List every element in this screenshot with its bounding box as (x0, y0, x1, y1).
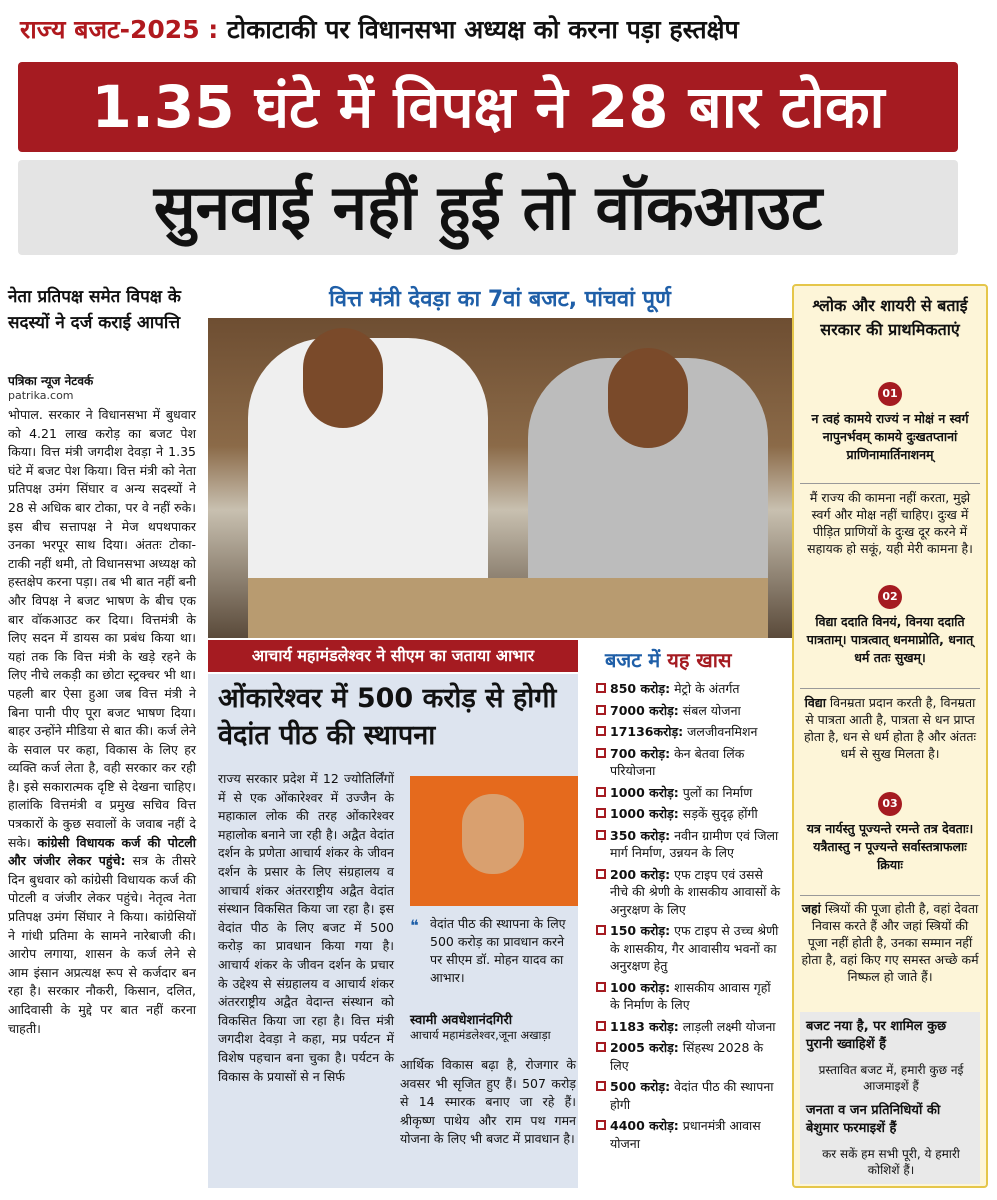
shloka-number-1: 01 (878, 382, 902, 406)
shayari-head-2: जनता व जन प्रतिनिधियों की बेशुमार फरमाइशें हैं (806, 1103, 941, 1136)
quote-icon: ❝ (410, 916, 419, 935)
checkbox-icon (596, 925, 606, 935)
budget-amount: 150 करोड़: (610, 923, 671, 938)
budget-item (596, 1078, 784, 1113)
budget-desc: पुलों का निर्माण (682, 784, 753, 800)
checkbox-icon (596, 1042, 606, 1052)
left-subheading: कांग्रेसी विधायक कर्ज की पोटली और जंजीर लेकर पहुंचे: (8, 834, 196, 869)
acharya-headline: ओंकारेश्वर में 500 करोड़ से होगी वेदांत पीठ की स्थापना (218, 683, 557, 751)
budget-amount: 350 करोड़: (610, 827, 671, 843)
swami-quote (410, 915, 578, 987)
budget-amount: 2005 करोड़: (610, 1040, 679, 1055)
budget-item (596, 702, 784, 720)
meaning-lead-2: विद्या (804, 695, 826, 710)
budget-desc: एफ टाइप एवं उससे नीचे की श्रेणी के शासकीय आवासों के अनुरक्षण के लिए (610, 866, 781, 917)
swami-face (462, 794, 524, 874)
budget-item (596, 1018, 784, 1036)
budget-amount: 7000 करोड़: (610, 702, 679, 718)
shloka-meaning-1: मैं राज्य की कामना नहीं करता, मुझे स्वर्ग और मोक्ष नहीं चाहिए। दुःख में पीड़ित प्राणियों के दुःख दूर करने में सहायक हो सकूं, यही मेरी कामना है। (807, 490, 973, 556)
budget-desc: एफ टाइप से उच्च श्रेणी के शासकीय, गैर आवासीय भवनों का अनुरक्षण हेतु (610, 923, 779, 973)
shloka-meaning-3 (800, 900, 980, 985)
budget-amount: 1000 करोड़: (610, 806, 679, 821)
budget-amount: 500 करोड़: (610, 1079, 671, 1094)
checkbox-icon (596, 830, 606, 840)
shayari-body-1: प्रस्तावित बजट में, हमारी कुछ नई आजमाइशें हैं (818, 1063, 964, 1093)
kicker-text: टोकाटाकी पर विधानसभा अध्यक्ष को करना पड़ा हस्तक्षेप (227, 15, 739, 44)
budget-title-a: बजट में (605, 648, 661, 672)
budget-amount: 200 करोड़: (610, 866, 671, 882)
dais (248, 578, 768, 638)
shloka-verse-2: विद्या ददाति विनयं, विनया ददाति पात्रताम्। पात्रत्वात् धनमाप्नोति, धनात् धर्म ततः सुखम्। (806, 614, 974, 665)
budget-item (596, 805, 784, 823)
shloka-title: श्लोक और शायरी से बताई सरकार की प्राथमिकताएं (812, 296, 968, 339)
budget-item (596, 784, 784, 802)
budget-title (605, 646, 731, 673)
shayari-body-2: कर सकें हम सभी पूरी, ये हमारी कोशिशें हैं। (822, 1147, 960, 1177)
budget-desc: सड़कें सुदृढ़ होंगी (682, 806, 758, 821)
budget-desc: केन बेतवा लिंक परियोजना (610, 745, 745, 778)
budget-amount: 1000 करोड़: (610, 784, 679, 800)
subheadline: वित्त मंत्री देवड़ा का 7वां बजट, पांचवां पूर्ण (329, 287, 671, 312)
budget-desc: वेदांत पीठ की स्थापना होगी (610, 1079, 774, 1112)
checkbox-icon (596, 726, 606, 736)
checkbox-icon (596, 808, 606, 818)
shloka-meaning-2 (800, 694, 980, 762)
budget-desc: संबल योजना (682, 702, 741, 718)
budget-amount: 1183 करोड़: (610, 1018, 679, 1034)
checkbox-icon (596, 1021, 606, 1031)
minister-head (303, 328, 383, 428)
budget-desc: नवीन ग्रामीण एवं जिला मार्ग निर्माण, उन्नयन के लिए (610, 827, 779, 860)
quote-name: स्वामी अवधेशानंदगिरी (410, 1013, 513, 1028)
budget-title-b: यह खास (667, 648, 732, 672)
budget-desc: प्रधानमंत्री आवास योजना (610, 1118, 761, 1151)
shloka-verse-1: न त्वहं कामये राज्यं न मोक्षं न स्वर्ग नापुनर्भवम् कामये दुःखतप्तानां प्राणिनामार्तिनाशनम् (811, 411, 969, 462)
quote-role: आचार्य महामंडलेश्वर,जूना अखाड़ा (410, 1028, 551, 1042)
shloka-number-2: 02 (878, 585, 902, 609)
budget-amount: 100 करोड़: (610, 979, 671, 995)
budget-item (596, 723, 784, 741)
swami-photo (410, 776, 578, 906)
budget-item (596, 1117, 784, 1152)
checkbox-icon (596, 1081, 606, 1091)
checkbox-icon (596, 683, 606, 693)
shloka-verse-3: यत्र नार्यस्तु पूज्यन्ते रमन्ते तत्र देवताः। यत्रैतास्तु न पूज्यन्ते सर्वास्तत्राफलाः क्रियाः (806, 821, 974, 872)
kicker-tag: राज्य बजट-2025 : (20, 15, 219, 44)
divider (800, 688, 980, 689)
acharya-body: राज्य सरकार प्रदेश में 12 ज्योतिर्लिंगों में से एक ओंकारेश्वर में उज्जैन के महाकाल लोक की तरह ओंकारेश्वर महालोक बनाने जा रही है। अद्वैत वेदांत दर्शन के प्रणेता आचार्य शंकर के जीवन दर्शन के प्रसार के लिए संग्रहालय व आचार्य शंकर अंतरराष्ट्रीय अद्वैत वेदांत संस्थान विकसित किया जा रहा है। इस वेदांत पीठ के लिए बजट में 500 करोड़ का प्रावधान किया गया है। आचार्य शंकर के जीवन दर्शन के प्रचार के उद्देश्य से संग्रहालय व आचार्य शंकर अंतरराष्ट्रीय अद्वैत वेदान्त संस्थान को विकसित किया जा रहा है। वित्त मंत्री जगदीश देवड़ा ने कहा, मप्र पर्यटन में विशेष पहचान बना चुका है। पर्यटन के विकास के प्रयासों से न सिर्फ (218, 771, 394, 1084)
headline-secondary: सुनवाई नहीं हुई तो वॉकआउट (18, 160, 958, 255)
left-article-body (8, 406, 196, 1038)
checkbox-icon (596, 1120, 606, 1130)
budget-desc: शासकीय आवास गृहों के निर्माण के लिए (610, 979, 771, 1012)
byline-site: patrika.com (8, 389, 74, 402)
budget-amount: 4400 करोड़: (610, 1118, 679, 1133)
left-body-para1: भोपाल. सरकार ने विधानसभा में बुधवार को 4.21 लाख करोड़ का बजट पेश किया। वित्त मंत्री जगदीश देवड़ा ने 1.35 घंटे में बजट पेश किया। वित्त मंत्री को नेता प्रतिपक्ष उमंग सिंघार व अन्य सदस्यों ने 28 से अधिक बार टोका, पर वे नहीं रुके। इस बीच सत्तापक्ष ने मेज थपथपाकर उनका भरपूर साथ दिया। अंततः टोका-टाकी नहीं थमी, तो विधानसभा अध्यक्ष को हस्तक्षेप करना पड़ा। तब भी बात नहीं बनी और विपक्ष ने बजट भाषण के बीच एक बार वॉकआउट कर दिया। वित्तमंत्री के लिए सदन में डायस का प्रबंध किया था। यहां तक कि वित्त मंत्री के खड़े रहने के लिए नीचे लकड़ी का छोटा स्ट्रक्चर भी था। पहली बार ऐसा हुआ जब वित्त मंत्री ने बिना पानी पीए पूरा बजट भाषण दिया। बाहर उन्होंने मीडिया से बात की। कर्ज लेने के सवाल पर कहा, विकास के लिए हर व्यक्ति कर्ज लेता है, वही सरकार कर रही है। इसे सकारात्मक दृष्टि से देखना चाहिए। हालांकि वित्तमंत्री व प्रमुख सचिव वित्त पत्रकारों के कुछ सवालों के जवाब नहीं दे सके। (8, 407, 196, 850)
budget-item (596, 680, 784, 698)
checkbox-icon (596, 869, 606, 879)
headline-primary: 1.35 घंटे में विपक्ष ने 28 बार टोका (18, 62, 958, 152)
checkbox-icon (596, 787, 606, 797)
left-body-para2: सत्र के तीसरे दिन बुधवार को कांग्रेसी विधायक कर्ज की पोटली व जंजीर लेकर पहुंचे। नेतृत्व नेता प्रतिपक्ष उमंग सिंघार ने किया। कांग्रेसियों ने गांधी प्रतिमा के सामने नारेबाजी की। आरोप लगाया, शासन के कर्ज लेने से आम इंसान अप्रत्यक्ष रूप से कर्जदार बन रहा है। सरकार नौकरी, किसान, दलित, आदिवासी के मुद्दे पर बात नहीं करना चाहती। (8, 853, 196, 1036)
divider (800, 895, 980, 896)
checkbox-icon (596, 982, 606, 992)
kicker-line (20, 12, 980, 46)
budget-desc: लाड़ली लक्ष्मी योजना (682, 1018, 776, 1034)
meaning-lead-3: जहां (801, 901, 821, 916)
checkbox-icon (596, 748, 606, 758)
budget-desc: मेट्रो के अंतर्गत (674, 681, 740, 696)
quote-text: वेदांत पीठ की स्थापना के लिए 500 करोड़ का प्रावधान करने पर सीएम डॉ. मोहन यादव का आभार। (430, 916, 566, 985)
budget-desc: सिंहस्थ 2028 के लिए (610, 1040, 764, 1073)
byline: पत्रिका न्यूज नेटवर्क (8, 374, 94, 388)
checkbox-icon (596, 705, 606, 715)
assembly-photo (208, 318, 793, 638)
divider (800, 483, 980, 484)
budget-item (596, 827, 784, 862)
budget-amount: 700 करोड़: (610, 745, 671, 761)
budget-list (596, 680, 784, 1156)
shloka-number-3: 03 (878, 792, 902, 816)
shayari-head-1: बजट नया है, पर शामिल कुछ पुरानी ख्वाहिशें हैं (806, 1019, 947, 1052)
cm-head (608, 348, 688, 448)
budget-item (596, 745, 784, 780)
meaning-text-2: विनम्रता प्रदान करती है, विनम्रता से पात्रता आती है, पात्रता से धन प्राप्त होता है, धन से धर्म होता है और अंततः धर्म से सुख मिलता है। (804, 695, 976, 761)
acharya-body-cont: आर्थिक विकास बढ़ा है, रोजगार के अवसर भी सृजित हुए हैं। 507 करोड़ से 14 स्मारक बनाए जा रहे हैं। श्रीकृष्ण पाथेय और राम पथ गमन योजना के लिए भी बजट में प्रावधान है। (400, 1057, 576, 1147)
budget-item (596, 979, 784, 1014)
meaning-text-3: स्त्रियों की पूजा होती है, वहां देवता निवास करते हैं और जहां स्त्रियों की पूजा नहीं होती है, उनका सम्मान नहीं होता है, वहां किए गए समस्त अच्छे कर्म निष्फल हो जाते हैं। (801, 901, 979, 984)
budget-amount: 850 करोड़: (610, 681, 671, 696)
budget-item (596, 922, 784, 975)
acharya-story-bar: आचार्य महामंडलेश्वर ने सीएम का जताया आभार (208, 640, 578, 672)
budget-item (596, 866, 784, 919)
budget-item (596, 1039, 784, 1074)
budget-amount: 17136करोड़: (610, 724, 684, 739)
left-column-heading: नेता प्रतिपक्ष समेत विपक्ष के सदस्यों ने दर्ज कराई आपत्ति (8, 287, 181, 333)
budget-desc: जलजीवनमिशन (687, 724, 758, 739)
